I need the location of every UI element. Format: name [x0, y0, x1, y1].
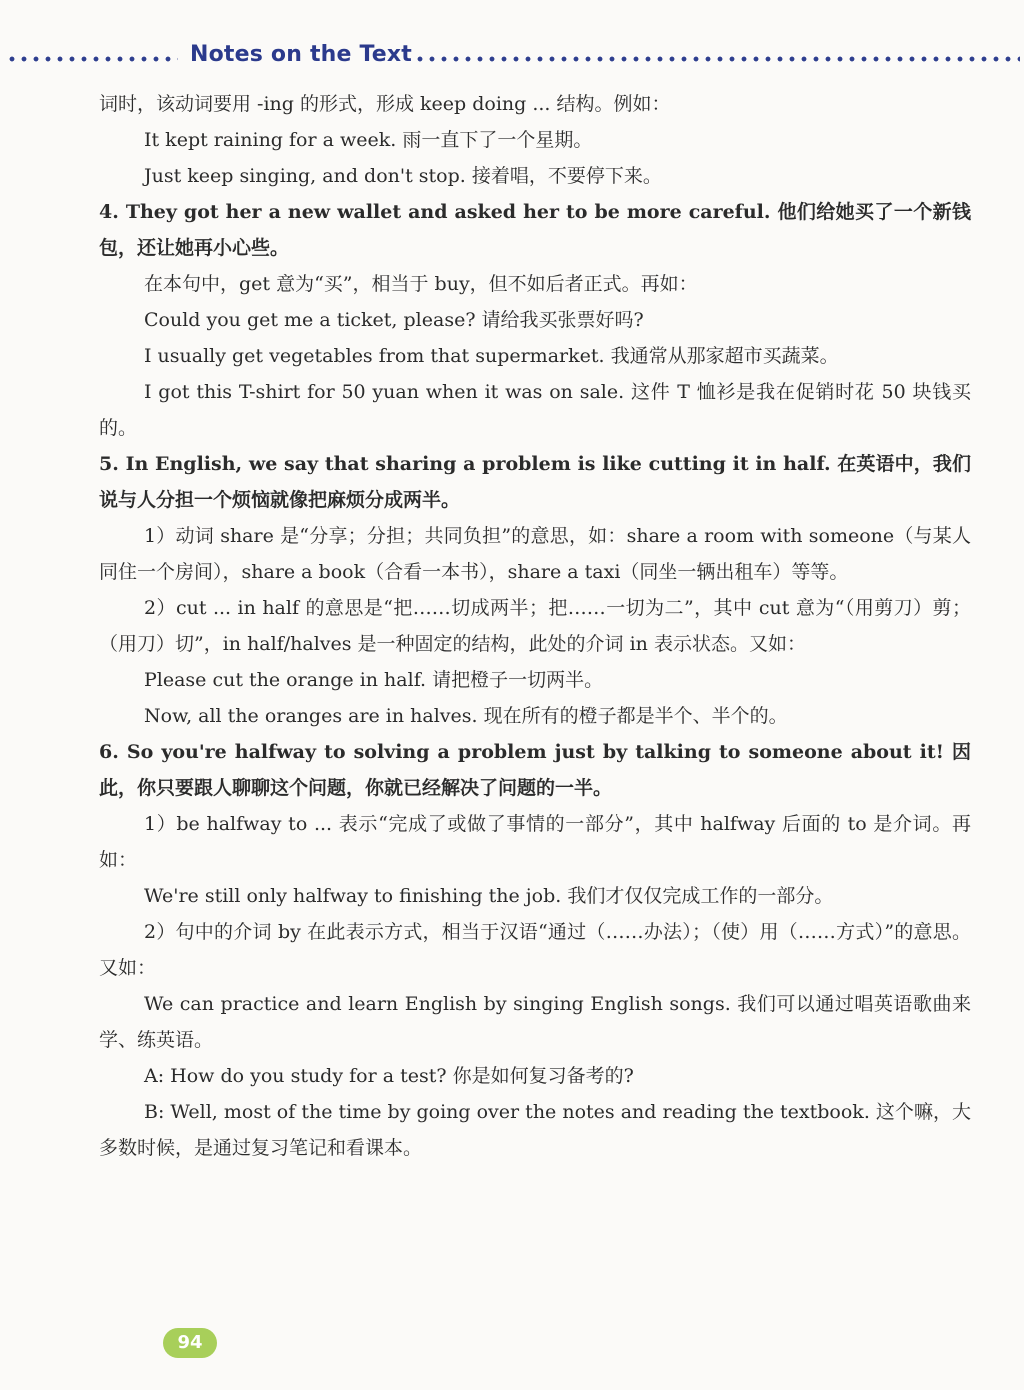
- note-point: 1）动词 share 是“分享；分担；共同负担”的意思，如：share a room with someone（与某人同住一个房间），share a book（合看一本书），share a taxi（同坐一辆出租车）等等。: [99, 525, 971, 583]
- example-sentence: We can practice and learn English by singing English songs. 我们可以通过唱英语歌曲来学、练英语。: [99, 993, 971, 1051]
- dialogue-line-b: B: Well, most of the time by going over the notes and reading the textbook. 这个嘛，大多数时候，是通过复习笔记和看课本。: [99, 1101, 971, 1159]
- header-dotted-rule-right: [414, 56, 1020, 62]
- example-sentence: Just keep singing, and don't stop. 接着唱，不要停下来。: [144, 165, 662, 187]
- example-sentence: We're still only halfway to finishing the job. 我们才仅仅完成工作的一部分。: [144, 885, 834, 907]
- note-line: 词时，该动词要用 -ing 的形式，形成 keep doing ... 结构。例如：: [99, 93, 671, 115]
- note-point: 2）句中的介词 by 在此表示方式，相当于汉语“通过（……办法）；（使）用（……方式）”的意思。又如：: [99, 921, 971, 979]
- note-heading-4: 4. They got her a new wallet and asked her to be more careful. 他们给她买了一个新钱包，还让她再小心些。: [99, 201, 971, 259]
- page-number-badge: 94: [163, 1328, 217, 1358]
- notes-body: [99, 86, 971, 1166]
- example-sentence: I usually get vegetables from that supermarket. 我通常从那家超市买蔬菜。: [144, 345, 839, 367]
- dialogue-line-a: A: How do you study for a test? 你是如何复习备考的?: [144, 1065, 634, 1087]
- header-title: Notes on the Text: [190, 42, 413, 67]
- note-line: 在本句中，get 意为“买”，相当于 buy，但不如后者正式。再如：: [144, 273, 698, 295]
- example-sentence: I got this T-shirt for 50 yuan when it was on sale. 这件 T 恤衫是我在促销时花 50 块钱买的。: [99, 381, 971, 439]
- note-point: 2）cut ... in half 的意思是“把……切成两半；把……一切为二”，其中 cut 意为“（用剪刀）剪；（用刀）切”，in half/halves 是一种固定的结构，此处的介词 in 表示状态。又如：: [99, 597, 971, 655]
- example-sentence: Now, all the oranges are in halves. 现在所有的橙子都是半个、半个的。: [144, 705, 788, 727]
- example-sentence: It kept raining for a week. 雨一直下了一个星期。: [144, 129, 593, 151]
- note-heading-5: 5. In English, we say that sharing a problem is like cutting it in half. 在英语中，我们说与人分担一个烦恼就像把麻烦分成两半。: [99, 453, 971, 511]
- example-sentence: Please cut the orange in half. 请把橙子一切两半。: [144, 669, 604, 691]
- header-dotted-rule-left: [6, 56, 178, 62]
- note-heading-6: 6. So you're halfway to solving a problem just by talking to someone about it! 因此，你只要跟人聊聊这个问题，你就已经解决了问题的一半。: [99, 741, 971, 799]
- example-sentence: Could you get me a ticket, please? 请给我买张票好吗?: [144, 309, 644, 331]
- note-point: 1）be halfway to ... 表示“完成了或做了事情的一部分”，其中 halfway 后面的 to 是介词。再如：: [99, 813, 971, 871]
- page-header: [0, 40, 1024, 76]
